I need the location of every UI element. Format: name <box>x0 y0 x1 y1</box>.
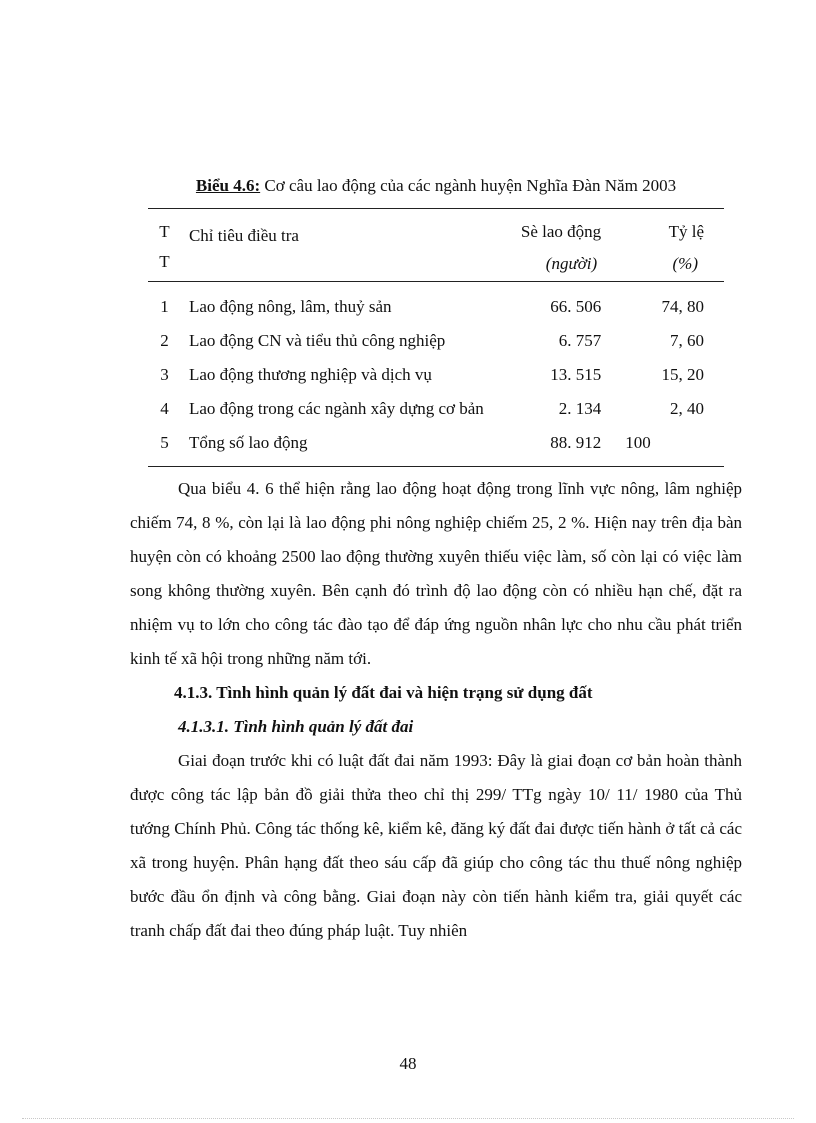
row-count: 66. 506 <box>550 297 602 316</box>
labor-table <box>148 208 724 467</box>
header-tt <box>148 209 181 282</box>
table-row <box>148 282 724 325</box>
row-tt: 1 <box>160 297 169 316</box>
row-tt: 4 <box>160 399 169 418</box>
page-bottom-divider <box>22 1118 794 1119</box>
header-name: Chỉ tiêu điều tra <box>188 226 299 245</box>
row-name: Lao động trong các ngành xây dựng cơ bản <box>188 399 484 418</box>
caption-title: Cơ câu lao động của các ngành huyện Nghĩa Đàn Năm 2003 <box>260 176 677 195</box>
header-tt-bottom: T <box>159 252 170 271</box>
header-ratio-cell <box>611 209 724 282</box>
row-count: 13. 515 <box>550 365 602 384</box>
page-number: 48 <box>399 1054 417 1073</box>
table-row <box>148 426 724 467</box>
table-row <box>148 392 724 426</box>
table-header-row <box>148 209 724 282</box>
row-name: Lao động thương nghiệp và dịch vụ <box>188 365 432 384</box>
row-ratio: 100 <box>625 433 651 452</box>
header-tt-top: T <box>159 222 170 241</box>
row-ratio: 74, 80 <box>661 297 704 316</box>
table-caption <box>148 176 724 196</box>
row-name: Lao động CN và tiểu thủ công nghiệp <box>188 331 446 350</box>
header-ratio-unit: (%) <box>672 254 698 273</box>
table-row <box>148 324 724 358</box>
table-row <box>148 358 724 392</box>
labor-table-container <box>148 208 724 467</box>
row-count: 2. 134 <box>558 399 602 418</box>
section-heading: 4.1.3. Tình hình quản lý đất đai và hiện trạng sử dụng đất <box>174 683 593 702</box>
header-count-unit: (người) <box>545 254 598 273</box>
row-name: Lao động nông, lâm, thuỷ sản <box>188 297 392 316</box>
row-count: 6. 757 <box>558 331 602 350</box>
paragraph-land-management: Giai đoạn trước khi có luật đất đai năm 1993: Đây là giai đoạn cơ bản hoàn thành được công tác lập bản đồ giải thửa theo chỉ thị 299/ TTg ngày 10/ 11/ 1980 của Thủ tướng Chính Phủ. Công tác thống kê, kiểm kê, đăng ký đất đai được tiến hành ở tất cả các xã trong huyện. Phân hạng đất theo sáu cấp đã giúp cho công tác thu thuế nông nghiệp bước đầu ổn định và công bằng. Giai đoạn này còn tiến hành kiểm tra, giải quyết các tranh chấp đất đai theo đúng pháp luật. Tuy nhiên <box>130 751 742 940</box>
row-name: Tổng số lao động <box>188 433 308 452</box>
row-tt: 3 <box>160 365 169 384</box>
body-text <box>130 472 742 948</box>
header-count-cell <box>485 209 611 282</box>
row-ratio: 15, 20 <box>661 365 704 384</box>
row-tt: 5 <box>160 433 169 452</box>
header-count: Sè lao động <box>520 222 602 241</box>
paragraph-labor-analysis: Qua biểu 4. 6 thể hiện rằng lao động hoạt động trong lĩnh vực nông, lâm nghiệp chiếm 74, 8 %, còn lại là lao động phi nông nghiệp chiếm 25, 2 %. Hiện nay trên địa bàn huyện còn có khoảng 2500 lao động thường xuyên thiếu việc làm, số còn lại có việc làm song không thường xuyên. Bên cạnh đó trình độ lao động còn có nhiều hạn chế, đặt ra nhiệm vụ to lớn cho công tác đào tạo để đáp ứng nguồn nhân lực cho nhu cầu phát triển kinh tế xã hội trong những năm tới. <box>130 479 742 668</box>
row-tt: 2 <box>160 331 169 350</box>
subsection-heading: 4.1.3.1. Tình hình quản lý đất đai <box>178 717 414 736</box>
row-ratio: 7, 60 <box>670 331 704 350</box>
row-count: 88. 912 <box>550 433 602 452</box>
caption-label: Biểu 4.6: <box>195 176 261 195</box>
row-ratio: 2, 40 <box>670 399 704 418</box>
header-ratio: Tỷ lệ <box>668 222 704 241</box>
